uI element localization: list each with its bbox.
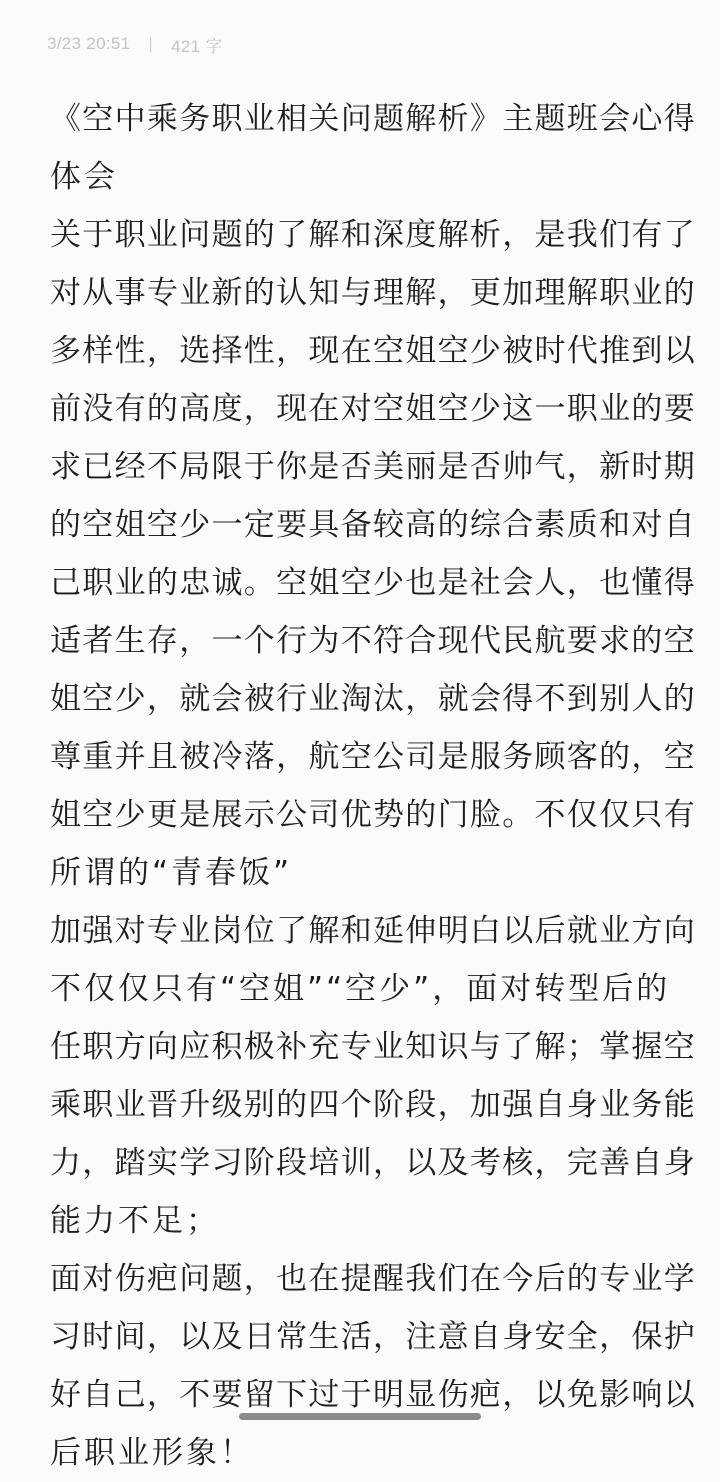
note-text-line: 习时间，以及日常生活，注意自身安全，保护 — [50, 1319, 696, 1355]
note-text-line: 前没有的高度，现在对空姐空少这一职业的要 — [50, 391, 696, 427]
note-timestamp: 3/23 20:51 — [47, 34, 131, 53]
note-title-line: 《空中乘务职业相关问题解析》主题班会心得 — [50, 101, 696, 137]
note-text-line: 好自己，不要留下过于明显伤疤，以免影响以 — [50, 1377, 696, 1413]
note-text-line: 对从事专业新的认知与理解，更加理解职业的 — [50, 275, 696, 311]
note-text-line: 面对伤疤问题，也在提醒我们在今后的专业学 — [50, 1261, 696, 1297]
note-text-line: 的空姐空少一定要具备较高的综合素质和对自 — [50, 507, 696, 543]
note-word-count: 421 字 — [171, 36, 223, 56]
note-text-line: 姐空少，就会被行业淘汰，就会得不到别人的 — [50, 681, 696, 717]
note-text-line: 不仅仅只有“空姐”“空少”，面对转型后的 — [50, 971, 671, 1007]
note-text-line: 所谓的“青春饭” — [50, 855, 293, 891]
note-text-line: 求已经不局限于你是否美丽是否帅气，新时期 — [50, 449, 696, 485]
note-text-line: 多样性，选择性，现在空姐空少被时代推到以 — [50, 333, 696, 369]
note-text-line: 后职业形象！ — [50, 1435, 254, 1471]
note-text-line: 任职方向应积极补充专业知识与了解；掌握空 — [50, 1029, 696, 1065]
note-text-line: 关于职业问题的了解和深度解析，是我们有了 — [50, 217, 696, 253]
note-title-line: 体会 — [50, 159, 118, 195]
note-text-line: 能力不足； — [50, 1203, 220, 1239]
note-text-line: 力，踏实学习阶段培训，以及考核，完善自身 — [50, 1145, 696, 1181]
note-text-line: 适者生存，一个行为不符合现代民航要求的空 — [50, 623, 696, 659]
home-indicator[interactable] — [239, 1413, 481, 1420]
note-text-line: 乘职业晋升级别的四个阶段，加强自身业务能 — [50, 1087, 696, 1123]
note-text-line: 姐空少更是展示公司优势的门脸。不仅仅只有 — [50, 797, 696, 833]
note-text-line: 加强对专业岗位了解和延伸明白以后就业方向 — [50, 913, 696, 949]
note-meta — [47, 30, 223, 58]
note-text-line: 尊重并且被冷落，航空公司是服务顾客的，空 — [50, 739, 696, 775]
meta-separator: | — [148, 34, 154, 53]
note-text-line: 己职业的忠诚。空姐空少也是社会人，也懂得 — [50, 565, 696, 601]
